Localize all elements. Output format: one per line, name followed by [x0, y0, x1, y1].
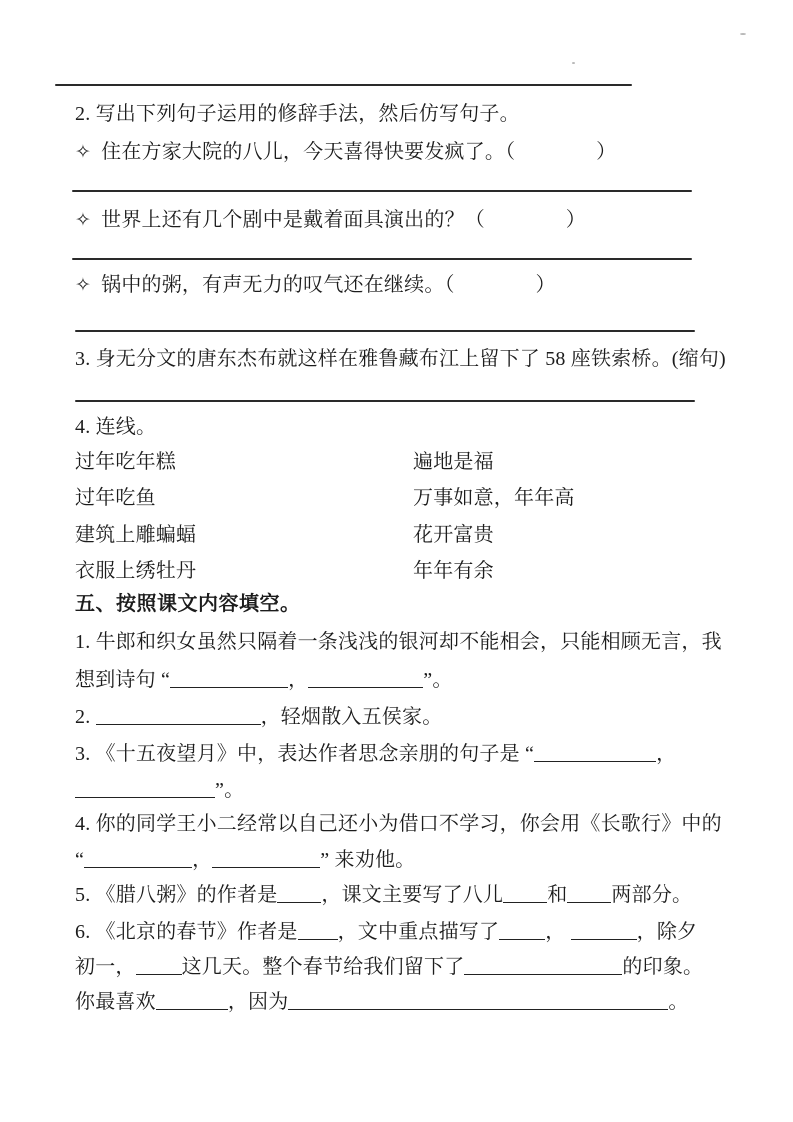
section-5-title: 五、按照课文内容填空。	[75, 593, 301, 615]
text-segment: ，	[192, 849, 213, 871]
text-segment: ，课文主要写了八儿	[321, 884, 504, 906]
answer-line	[72, 258, 692, 260]
scan-speck	[740, 33, 746, 35]
text-segment: 6. 《北京的春节》作者是	[75, 921, 298, 943]
fill-line-1	[75, 628, 722, 656]
diamond-bullet-icon: ✧	[75, 210, 92, 231]
blank-underline	[308, 668, 423, 688]
text-segment: ，除夕	[636, 921, 698, 943]
text-segment: ” 来劝他。	[320, 849, 416, 871]
answer-line	[72, 190, 692, 192]
text-segment: ，	[656, 743, 677, 765]
blank-underline	[96, 705, 261, 725]
blank-underline	[464, 955, 622, 975]
fill-line-4	[75, 740, 676, 768]
text-segment: 4. 你的同学王小二经常以自己还小为借口不学习，你会用《长歌行》中的	[75, 813, 722, 835]
text-segment: 和	[547, 884, 568, 906]
fill-line-7	[75, 846, 415, 874]
fill-line-3	[75, 703, 442, 731]
text-segment: 的印象。	[622, 956, 704, 978]
blank-underline	[298, 920, 338, 940]
text-segment: 3. 《十五夜望月》中，表达作者思念亲朋的句子是 “	[75, 743, 535, 765]
text-segment: 这几天。整个春节给我们留下了	[181, 956, 465, 978]
sentence-text: 住在方家大院的八儿，今天喜得快要发疯了。（ ）	[101, 141, 617, 163]
blank-underline	[84, 848, 192, 868]
fill-line-10	[75, 953, 703, 981]
sentence-text: 锅中的粥，有声无力的叹气还在继续。（ ）	[101, 274, 556, 296]
blank-underline	[170, 668, 288, 688]
fill-line-8	[75, 881, 692, 909]
fill-line-6	[75, 810, 722, 838]
question-2-item-2	[75, 206, 586, 235]
answer-line	[75, 400, 695, 402]
text-segment: 。	[668, 991, 689, 1013]
fill-line-9	[75, 918, 697, 946]
text-segment: ，因为	[227, 991, 289, 1013]
question-2-item-1	[75, 138, 616, 167]
blank-underline	[156, 990, 228, 1010]
match-left-item: 建筑上雕蝙蝠	[75, 524, 197, 546]
fill-line-11	[75, 988, 689, 1016]
text-segment: 想到诗句 “	[75, 669, 171, 691]
text-segment: 1. 牛郎和织女虽然只隔着一条浅浅的银河却不能相会，只能相顾无言，我	[75, 631, 722, 653]
match-right-item: 花开富贵	[413, 524, 494, 546]
text-segment: ，文中重点描写了	[337, 921, 500, 943]
match-left-item: 过年吃鱼	[75, 487, 156, 509]
text-segment: 你最喜欢	[75, 991, 156, 1013]
match-right-item: 万事如意，年年高	[413, 487, 575, 509]
blank-underline	[75, 778, 215, 798]
blank-underline	[212, 848, 320, 868]
text-segment: ”。	[423, 669, 453, 691]
blank-underline	[534, 742, 656, 762]
blank-underline	[567, 883, 611, 903]
text-segment: ，轻烟散入五侯家。	[260, 706, 443, 728]
scan-speck	[572, 62, 575, 64]
blank-underline	[277, 883, 321, 903]
match-left-item: 过年吃年糕	[75, 451, 176, 473]
diamond-bullet-icon: ✧	[75, 275, 92, 296]
blank-underline	[571, 920, 637, 940]
blank-underline	[136, 955, 182, 975]
blank-underline	[499, 920, 545, 940]
question-2-title: 2. 写出下列句子运用的修辞手法，然后仿写句子。	[75, 103, 520, 125]
fill-line-5	[75, 776, 244, 804]
answer-line	[55, 84, 632, 86]
text-segment: 5. 《腊八粥》的作者是	[75, 884, 278, 906]
answer-line	[75, 330, 695, 332]
blank-underline	[503, 883, 547, 903]
blank-underline	[288, 990, 668, 1010]
text-segment: 初一，	[75, 956, 136, 978]
question-3-text: 3. 身无分文的唐东杰布就这样在雅鲁藏布江上留下了 58 座铁索桥。(缩句)	[75, 348, 726, 370]
question-4-title: 4. 连线。	[75, 416, 157, 438]
text-segment: 2.	[75, 706, 96, 728]
match-right-item: 年年有余	[413, 560, 494, 582]
text-segment: ”。	[215, 779, 245, 801]
question-2-item-3	[75, 271, 556, 300]
diamond-bullet-icon: ✧	[75, 142, 92, 163]
text-segment: ，	[288, 669, 309, 691]
text-segment: ，	[545, 921, 571, 943]
fill-line-2	[75, 666, 453, 694]
match-right-item: 遍地是福	[413, 451, 494, 473]
text-segment: “	[75, 849, 85, 871]
sentence-text: 世界上还有几个剧中是戴着面具演出的？（ ）	[101, 209, 586, 231]
match-left-item: 衣服上绣牡丹	[75, 560, 197, 582]
text-segment: 两部分。	[611, 884, 693, 906]
